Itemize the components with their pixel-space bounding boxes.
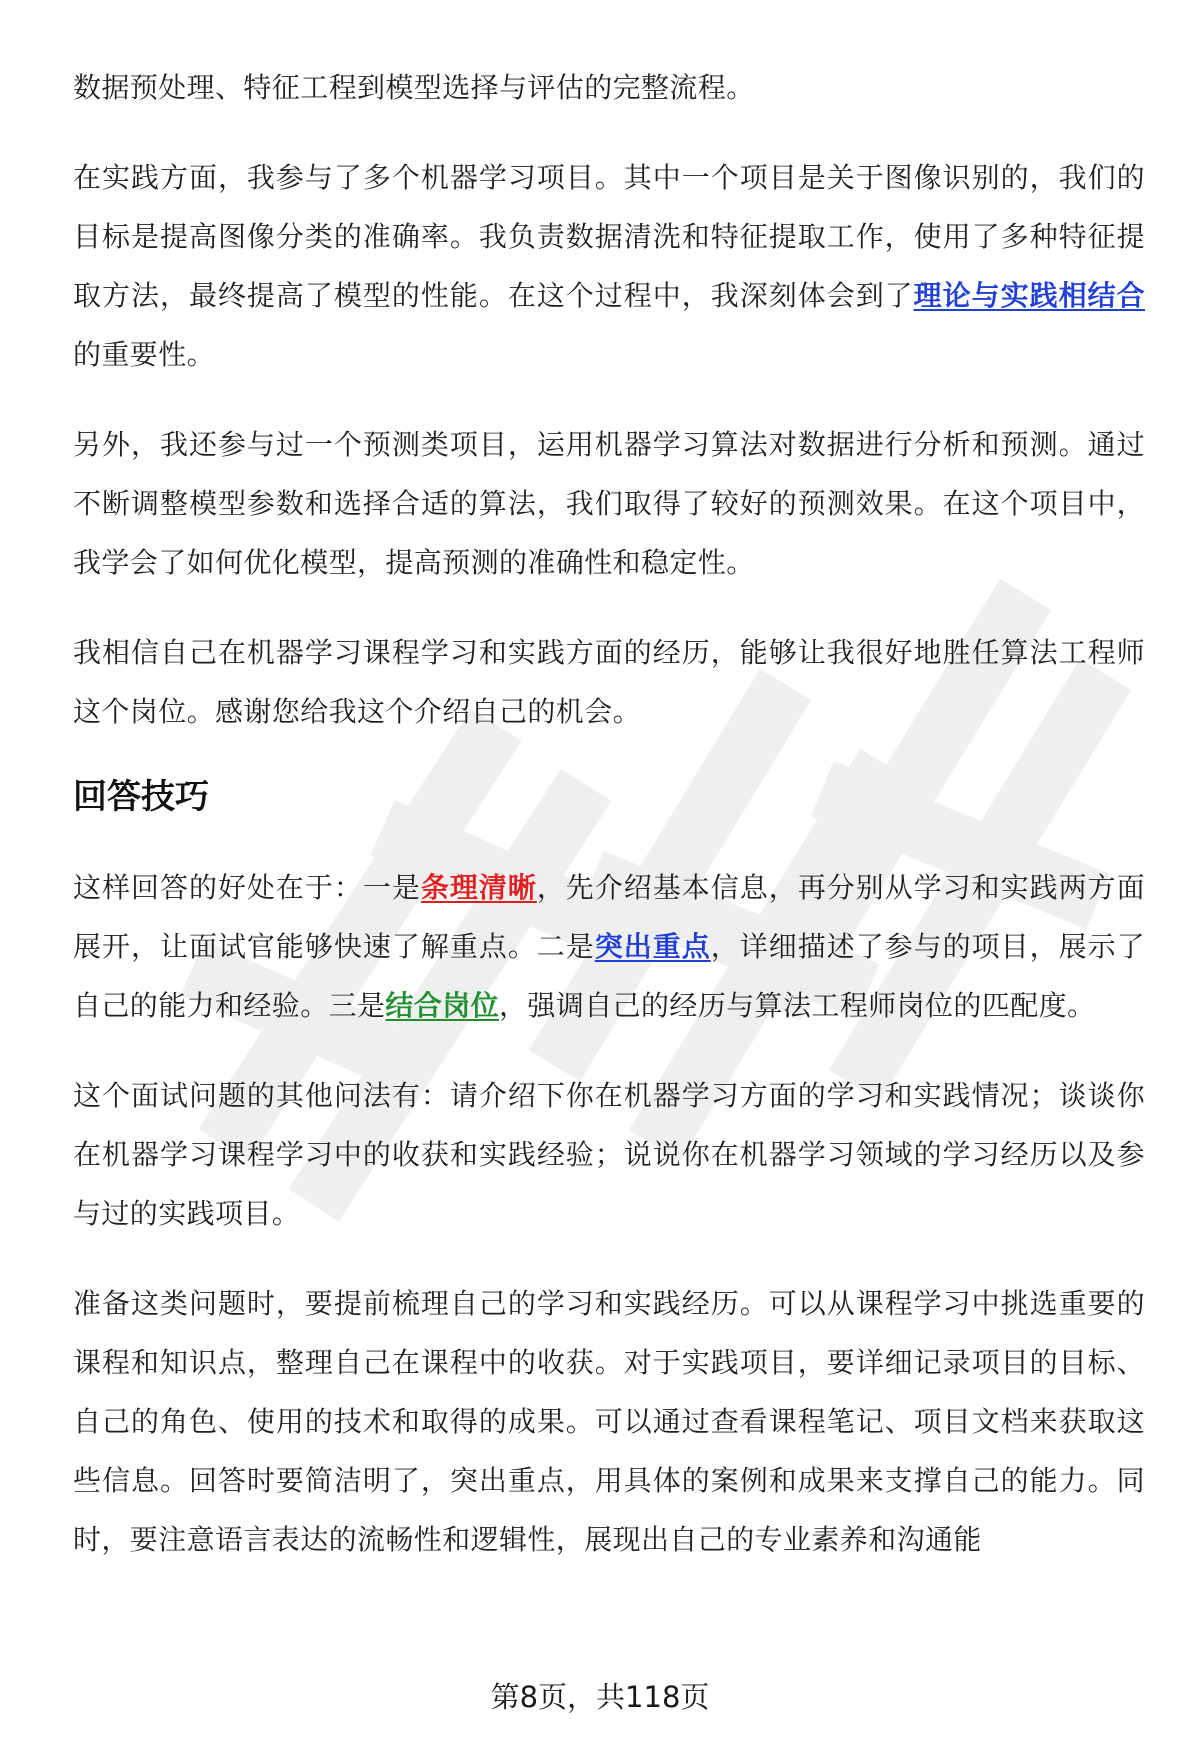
section-heading-tips: 回答技巧 bbox=[73, 777, 209, 817]
paragraph-preparation: 准备这类问题时，要提前梳理自己的学习和实践经历。可以从课程学习中挑选重要的课程和知识点，整理自己在课程中的收获。对于实践项目，要详细记录项目的目标、自己的角色、使用的技术和取得的成果。可以通过查看课程笔记、项目文档来获取这些信息。回答时要简洁明了，突出重点，用具体的案例和成果来支撑自己的能力。同时，要注意语言表达的流畅性和逻辑性，展现出自己的专业素养和沟通能 bbox=[73, 1287, 1145, 1556]
tips-text-4: ，强调自己的经历与算法工程师岗位的匹配度。 bbox=[499, 989, 1096, 1022]
highlight-theory-practice: 理论与实践相结合 bbox=[913, 279, 1145, 312]
paragraph-prediction-project: 另外，我还参与过一个预测类项目，运用机器学习算法对数据进行分析和预测。通过不断调整模型参数和选择合适的算法，我们取得了较好的预测效果。在这个项目中，我学会了如何优化模型，提高预测的准确性和稳定性。 bbox=[73, 428, 1145, 579]
paragraph-tips bbox=[73, 858, 1145, 1035]
tips-text-1: 这样回答的好处在于：一是 bbox=[73, 871, 421, 904]
tips-text-3: ，详细描述了参与的项目，展示了自己的能力和经验。三是 bbox=[73, 930, 1145, 1022]
paragraph-practice-tail: 的重要性。 bbox=[73, 338, 216, 371]
page-number-footer: 第8页，共118页 bbox=[490, 1680, 710, 1714]
paragraph-intro-end: 数据预处理、特征工程到模型选择与评估的完整流程。 bbox=[73, 71, 755, 104]
highlight-key-points: 突出重点 bbox=[594, 930, 711, 963]
highlight-clear-structure: 条理清晰 bbox=[420, 871, 537, 904]
paragraph-practice bbox=[73, 148, 1145, 384]
tips-text-2: ，先介绍基本信息，再分别从学习和实践两方面展开，让面试官能够快速了解重点。二是 bbox=[73, 871, 1145, 963]
paragraph-other-questions: 这个面试问题的其他问法有：请介绍下你在机器学习方面的学习和实践情况；谈谈你在机器学习课程学习中的收获和实践经验；说说你在机器学习领域的学习经历以及参与过的实践项目。 bbox=[73, 1079, 1145, 1230]
paragraph-conclusion: 我相信自己在机器学习课程学习和实践方面的经历，能够让我很好地胜任算法工程师这个岗位。感谢您给我这个介绍自己的机会。 bbox=[73, 636, 1145, 728]
paragraph-practice-text: 在实践方面，我参与了多个机器学习项目。其中一个项目是关于图像识别的，我们的目标是提高图像分类的准确率。我负责数据清洗和特征提取工作，使用了多种特征提取方法，最终提高了模型的性能。在这个过程中，我深刻体会到了 bbox=[73, 161, 1145, 312]
highlight-job-fit: 结合岗位 bbox=[385, 989, 500, 1022]
document-page bbox=[73, 58, 1145, 1600]
